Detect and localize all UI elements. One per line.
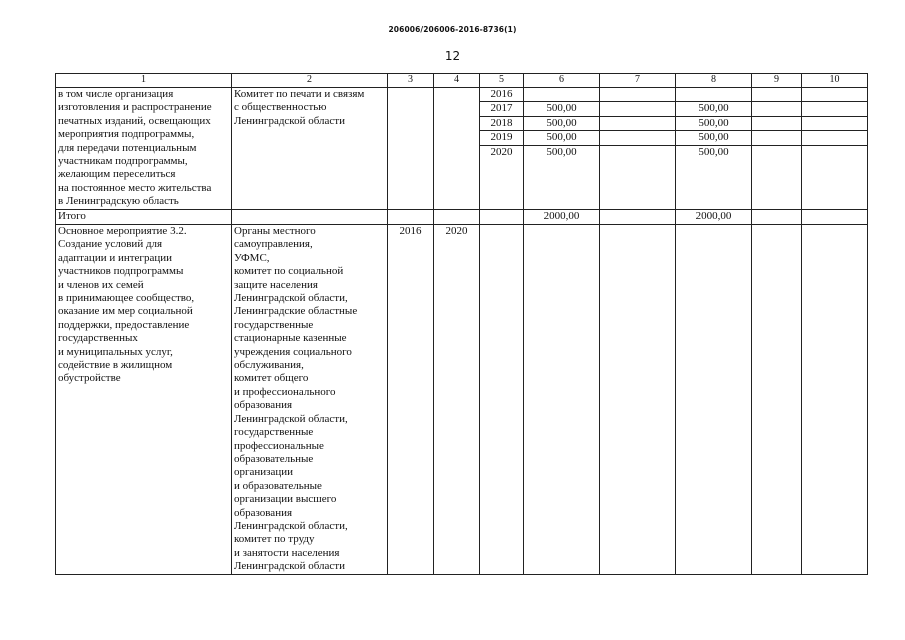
total-empty xyxy=(480,210,524,225)
total-label: Итого xyxy=(56,210,232,225)
total-empty xyxy=(388,210,434,225)
col10-values xyxy=(802,88,868,210)
year-2016: 2016 xyxy=(480,88,523,102)
value-cell xyxy=(752,117,801,131)
end-year-cell xyxy=(434,88,480,210)
value-cell xyxy=(802,102,867,116)
total-empty xyxy=(802,210,868,225)
value-cell xyxy=(600,146,675,159)
header-col-1: 1 xyxy=(56,74,232,88)
value-cell xyxy=(600,131,675,145)
start-year-cell xyxy=(388,88,434,210)
total-empty xyxy=(434,210,480,225)
header-col-6: 6 xyxy=(524,74,600,88)
program-table xyxy=(55,73,868,575)
empty-cell xyxy=(752,225,802,575)
header-col-5: 5 xyxy=(480,74,524,88)
start-year: 2016 xyxy=(388,225,434,575)
value-cell xyxy=(752,88,801,102)
empty-cell xyxy=(524,225,600,575)
header-col-7: 7 xyxy=(600,74,676,88)
value-cell: 500,00 xyxy=(676,117,751,131)
col8-values xyxy=(676,88,752,210)
total-empty xyxy=(232,210,388,225)
table-row xyxy=(56,225,868,575)
col9-values xyxy=(752,88,802,210)
responsible-executor: Органы местного самоуправления, УФМС, комитет по социальной защите населения Ленинградской области, Ленинградские областные государственные стационарные казенные учреждения социального обслуживания, комитет общего и профессионального образования Ленинградской области, государственные профессиональные образовательные организации и образовательные организации высшего образования Ленинградской области, комитет по труду и занятости населения Ленинградской области xyxy=(232,225,388,575)
year-2017: 2017 xyxy=(480,102,523,116)
total-row xyxy=(56,210,868,225)
header-col-2: 2 xyxy=(232,74,388,88)
value-cell: 500,00 xyxy=(546,145,577,158)
value-cell xyxy=(600,102,675,116)
value-cell xyxy=(600,117,675,131)
col6-values xyxy=(524,88,600,210)
total-empty xyxy=(600,210,676,225)
header-row xyxy=(56,74,868,88)
empty-cell xyxy=(480,225,524,575)
header-col-3: 3 xyxy=(388,74,434,88)
activity-description: в том числе организация изготовления и распространение печатных изданий, освещающих мероприятия подпрограммы, для передачи потенциальным участникам подпрограммы, желающим переселиться на постоянное место жительства в Ленинградскую область xyxy=(56,88,232,210)
value-cell xyxy=(802,88,867,102)
year-2019: 2019 xyxy=(480,131,523,145)
header-col-9: 9 xyxy=(752,74,802,88)
year-2018: 2018 xyxy=(480,117,523,131)
value-cell xyxy=(524,88,599,102)
document-id: 206006/206006-2016-8736(1) xyxy=(388,25,517,34)
value-cell: 500,00 xyxy=(524,102,599,116)
header-col-8: 8 xyxy=(676,74,752,88)
value-cell xyxy=(802,117,867,131)
col7-values xyxy=(600,88,676,210)
table-row xyxy=(56,88,868,210)
value-cell xyxy=(752,131,801,145)
value-cell: 500,00 xyxy=(676,102,751,116)
value-cell xyxy=(600,88,675,102)
responsible-executor: Комитет по печати и связям с общественностью Ленинградской области xyxy=(232,88,388,210)
empty-cell xyxy=(600,225,676,575)
value-cell xyxy=(676,88,751,102)
value-cell xyxy=(802,131,867,145)
end-year: 2020 xyxy=(434,225,480,575)
value-cell xyxy=(752,102,801,116)
empty-cell xyxy=(676,225,752,575)
total-col6: 2000,00 xyxy=(524,210,600,225)
value-cell xyxy=(752,146,801,159)
value-cell xyxy=(802,146,867,159)
total-empty xyxy=(752,210,802,225)
total-col8: 2000,00 xyxy=(676,210,752,225)
header-col-4: 4 xyxy=(434,74,480,88)
value-cell: 500,00 xyxy=(524,117,599,131)
header-col-10: 10 xyxy=(802,74,868,88)
activity-description: Основное мероприятие 3.2. Создание условий для адаптации и интеграции участников подпрограммы и членов их семей в принимающее сообщество, оказание им мер социальной поддержки, предоставление государственных и муниципальных услуг, содействие в жилищном обустройстве xyxy=(56,225,232,575)
page-number: 12 xyxy=(444,49,461,63)
value-cell: 500,00 xyxy=(698,145,729,158)
years-cell xyxy=(480,88,524,210)
value-cell: 500,00 xyxy=(524,131,599,145)
year-2020: 2020 xyxy=(490,145,513,158)
empty-cell xyxy=(802,225,868,575)
value-cell: 500,00 xyxy=(676,131,751,145)
